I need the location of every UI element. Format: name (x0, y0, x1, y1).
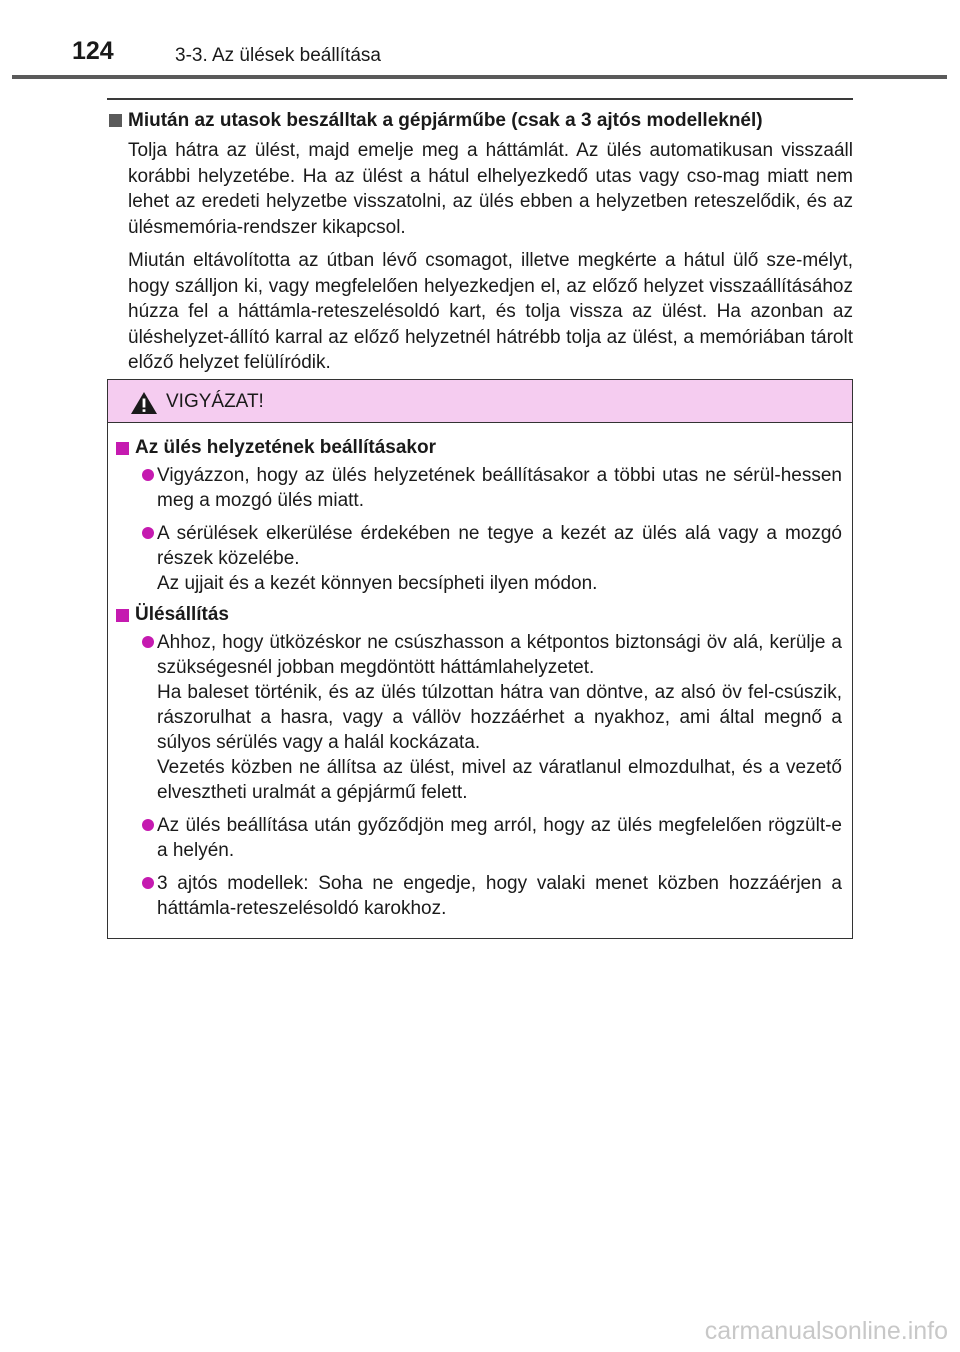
warning-group-title-text: Ülésállítás (135, 604, 229, 625)
warning-group-title (114, 602, 842, 628)
bullet-dot-icon (142, 469, 154, 481)
warning-title: VIGYÁZAT! (166, 391, 264, 412)
warning-triangle-icon (130, 391, 158, 415)
bullet-line: Az ülés beállítása után győződjön meg arról, hogy az ülés megfelelően rögzült-e a helyén. (157, 815, 842, 861)
bullet-dot-icon (142, 527, 154, 539)
square-bullet-icon (116, 442, 129, 455)
warning-group-title-text: Az ülés helyzetének beállításakor (135, 437, 436, 458)
bullet-line: Az ujjait és a kezét könnyen becsípheti ilyen módon. (157, 573, 598, 594)
warning-body (108, 423, 852, 921)
watermark: carmanualsonline.info (704, 1317, 948, 1345)
square-bullet-icon (116, 609, 129, 622)
warning-bullet (142, 463, 842, 513)
warning-bullet (142, 871, 842, 921)
page-header (0, 0, 960, 80)
warning-bullet (142, 630, 842, 805)
bullet-line: 3 ajtós modellek: Soha ne engedje, hogy valaki menet közben hozzáérjen a háttámla-reteszelésoldó karokhoz. (157, 873, 842, 919)
section-divider (107, 98, 853, 100)
page-number: 124 (72, 37, 114, 65)
warning-group-title (114, 435, 842, 461)
square-bullet-icon (109, 114, 122, 127)
bullet-line: Vigyázzon, hogy az ülés helyzetének beállításakor a többi utas ne sérül-hessen meg a mozgó ülés miatt. (157, 465, 842, 511)
paragraph: Miután eltávolította az útban lévő csomagot, illetve megkérte a hátul ülő sze-mélyt, hogy szálljon ki, vagy megfelelően helyezkedjen el, az előző helyzet visszaállításához húzza fel a háttámla-reteszelésoldó kart, és tolja vissza az ülést. Ha azonban az üléshelyzet-állító karral az előző helyzetnél hátrébb tolja az ülést, a memóriában tárolt előző helyzet felülíródik. (128, 250, 853, 373)
section-heading (107, 107, 853, 134)
warning-bullet (142, 521, 842, 596)
header-divider (12, 75, 947, 79)
bullet-line: A sérülések elkerülése érdekében ne tegye a kezét az ülés alá vagy a mozgó részek közelébe. (157, 523, 842, 569)
warning-header (108, 380, 852, 423)
paragraph: Tolja hátra az ülést, majd emelje meg a háttámlát. Az ülés automatikusan visszaáll korábbi helyzetébe. Ha az ülést a hátul elhelyezkedő utas vagy cso-mag miatt nem lehet az eredeti helyzetbe visszatolni, az ülés ebben a helyzetben reteszelődik, és az ülésmemória-rendszer kikapcsol. (128, 140, 853, 238)
bullet-line: Ahhoz, hogy ütközéskor ne csúszhasson a kétpontos biztonsági öv alá, kerülje a szükségesnél jobban megdöntött háttámlahelyzetet. (157, 632, 842, 678)
warning-box (107, 379, 853, 939)
bullet-line: Vezetés közben ne állítsa az ülést, mivel az váratlanul elmozdulhat, és a vezető elvesztheti uralmát a gépjármű felett. (157, 757, 842, 803)
bullet-dot-icon (142, 877, 154, 889)
content-section (107, 107, 853, 376)
bullet-dot-icon (142, 636, 154, 648)
bullet-dot-icon (142, 819, 154, 831)
section-title: Miután az utasok beszálltak a gépjárműbe (csak a 3 ajtós modelleknél) (128, 110, 763, 131)
bullet-line: Ha baleset történik, és az ülés túlzottan hátra van döntve, az alsó öv fel-csúszik, rászorulhat a hasra, vagy a vállöv hozzáérhet a nyakhoz, ami által megnő a súlyos sérülés vagy a halál kockázata. (157, 682, 842, 753)
warning-bullet (142, 813, 842, 863)
chapter-title: 3-3. Az ülések beállítása (175, 45, 381, 66)
